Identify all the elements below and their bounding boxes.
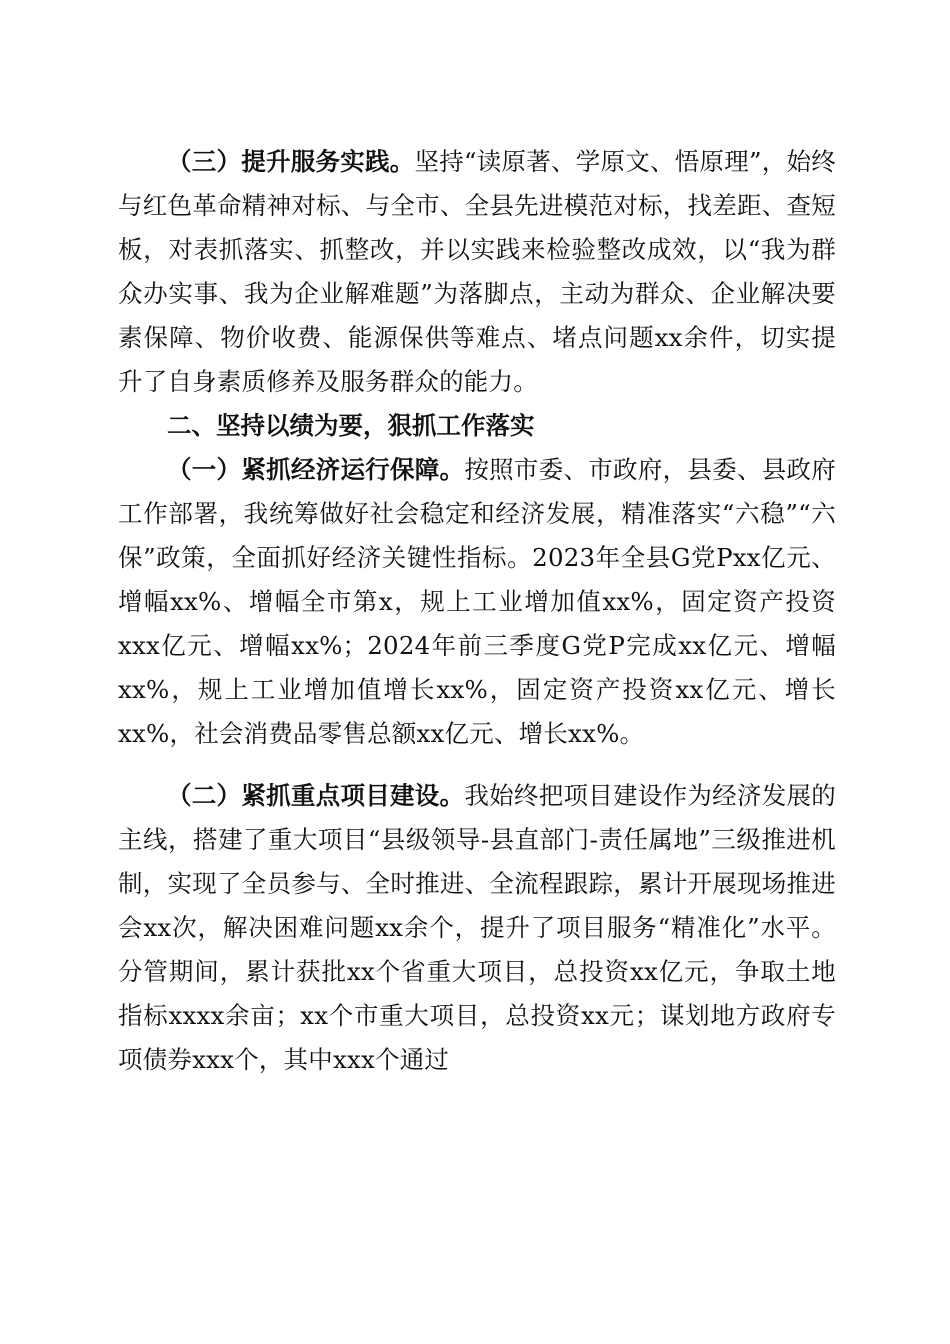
paragraph-lead: （二）紧抓重点项目建设。 [167, 781, 465, 810]
paragraph-lead: （一）紧抓经济运行保障。 [167, 455, 465, 484]
document-page [118, 140, 836, 1082]
paragraph-economic-operation [118, 448, 836, 756]
paragraph-service-practice [118, 140, 836, 404]
paragraph-key-projects [118, 774, 836, 1082]
section-heading: 二、坚持以绩为要，狠抓工作落实 [167, 411, 535, 440]
paragraph-lead: （三）提升服务实践。 [167, 147, 415, 176]
paragraph-body: 坚持“读原著、学原文、悟原理”，始终与红色革命精神对标、与全市、全县先进模范对标，找差距、查短板，对表抓落实、抓整改，并以实践来检验整改成效，以“我为群众办实事、我为企业解难题”为落脚点，主动为群众、企业解决要素保障、物价收费、能源保供等难点、堵点问题xx余件，切实提升了自身素质修养及服务群众的能力。 [118, 147, 836, 396]
paragraph-body: 按照市委、市政府，县委、县政府工作部署，我统筹做好社会稳定和经济发展，精准落实“六稳”“六保”政策，全面抓好经济关键性指标。2023年全县G党Pxx亿元、增幅xx%、增幅全市第x，规上工业增加值xx%，固定资产投资xxx亿元、增幅xx%；2024年前三季度G党P完成xx亿元、增幅xx%，规上工业增加值增长xx%，固定资产投资xx亿元、增长xx%，社会消费品零售总额xx亿元、增长xx%。 [118, 455, 837, 748]
paragraph-body: 我始终把项目建设作为经济发展的主线，搭建了重大项目“县级领导-县直部门-责任属地”三级推进机制，实现了全员参与、全时推进、全流程跟踪，累计开展现场推进会xx次，解决困难问题xx余个，提升了项目服务“精准化”水平。分管期间，累计获批xx个省重大项目，总投资xx亿元，争取土地指标xxxx余亩；xx个市重大项目，总投资xx元；谋划地方政府专项债券xxx个，其中xxx个通过 [118, 781, 837, 1074]
